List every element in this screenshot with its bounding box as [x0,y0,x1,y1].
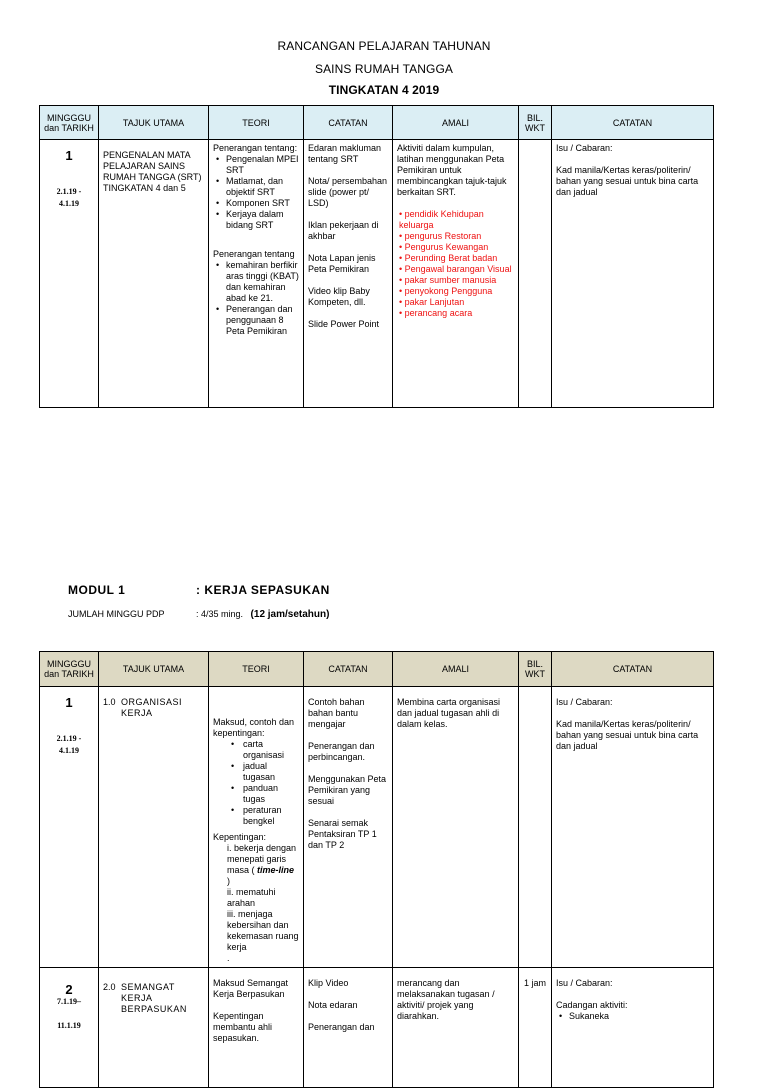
list-item: • perancang acara [399,308,473,318]
week-number: 1 [65,695,73,710]
tajuk-text: PENGENALAN MATA PELAJARAN SAINS RUMAH TANGGA (SRT) TINGKATAN 4 dan 5 [103,150,202,193]
catatan-item: Nota Lapan jenis Peta Pemikiran [308,253,376,274]
catatan-item: Nota edaran [308,1000,358,1010]
catatan2-text: Cadangan aktiviti: [556,1000,628,1010]
catatan-item: Menggunakan Peta Pemikiran yang sesuai [308,774,387,806]
list-item: • Kerjaya dalam bidang SRT [226,209,299,231]
list-item: • Komponen SRT [226,198,299,209]
table-row [40,140,714,408]
list-item: • Pengurus Kewangan [399,242,489,252]
teori-list-2 [213,260,299,337]
week-date-start: 2.1.19 - [56,734,82,743]
table-row [40,968,714,1088]
subject-title: SAINS RUMAH TANGGA [314,62,454,76]
jumlah-label: JUMLAH MINGGU PDP [68,609,165,619]
header-minggu: MINGGGU dan TARIKH [40,652,99,687]
list-item: ii. mematuhi arahan [227,887,276,908]
list-item: • Matlamat, dan objektif SRT [226,176,299,198]
catatan-item: Penerangan dan [308,1022,375,1032]
kepentingan-list [213,843,299,953]
list-item: • jadual tugasan [243,761,299,783]
catatan-item: Penerangan dan perbincangan. [308,741,375,762]
list-item: • Pengenalan MPEI SRT [226,154,299,176]
kepentingan-heading: Kepentingan: [213,832,267,842]
header-catatan2: CATATAN [552,652,714,687]
catatan-item: Edaran makluman tentang SRT [308,143,382,164]
form-year-title: TINGKATAN 4 2019 [328,83,440,97]
aktiviti-list [556,1011,709,1022]
week-number: 2 [65,982,73,997]
list-item: • Perunding Berat badan [399,253,498,263]
tajuk-text: 1.0 ORGANISASI KERJA [103,697,183,718]
catatan-item: Slide Power Point [308,319,380,329]
document-title: RANCANGAN PELAJARAN TAHUNAN [277,39,491,53]
modul-name: : KERJA SEPASUKAN [196,583,330,597]
teori-list [213,739,299,827]
list-item: • pakar Lanjutan [399,297,465,307]
overview-table [39,105,714,408]
catatan2-text: Kad manila/Kertas keras/politerin/ bahan yang sesuai untuk bina carta dan jadual [556,719,699,751]
list-item: i. bekerja dengan menepati garis masa ( time-line ) [227,843,297,886]
list-item: • pendidik Kehidupan keluarga [399,209,484,230]
career-list [397,209,514,319]
catatan2-heading: Isu / Cabaran: [556,697,613,707]
list-item: • Sukaneka [569,1011,709,1022]
bil-waktu: 1 jam [523,978,546,988]
amali-text: Membina carta organisasi dan jadual tugasan ahli di dalam kelas. [397,697,501,729]
catatan-item: Contoh bahan bahan bantu mengajar [308,697,365,729]
teori-text: Kepentingan membantu ahli sepasukan. [213,1011,273,1043]
list-item: • panduan tugas [243,783,299,805]
catatan-item: Senarai semak Pentaksiran TP 1 dan TP 2 [308,818,377,850]
catatan-item: Nota/ persembahan slide (power pt/ LSD) [308,176,388,208]
header-amali: AMALI [393,652,519,687]
header-bil: BIL. WKT [519,106,552,140]
header-catatan: CATATAN [304,652,393,687]
list-item: • Penerangan dan penggunaan 8 Peta Pemikiran [226,304,299,337]
header-catatan: CATATAN [304,106,393,140]
list-item: • pengurus Restoran [399,231,482,241]
amali-text: merancang dan melaksanakan tugasan / aktiviti/ projek yang diarahkan. [397,978,495,1021]
teori-intro: Penerangan tentang: [213,143,298,153]
week-date-end: 11.1.19 [57,1021,81,1030]
catatan-item: Video klip Baby Kompeten, dll. [308,286,370,307]
amali-text: Aktiviti dalam kumpulan, latihan menggunakan Peta Pemikiran untuk membincangkan tajuk-tajuk berkaitan SRT. [397,143,507,197]
list-item: • pakar sumber manusia [399,275,497,285]
teori-text: Maksud Semangat Kerja Berpasukan [213,978,289,999]
jumlah-value: : 4/35 ming. [196,609,244,619]
catatan2-heading: Isu / Cabaran: [556,143,613,153]
jumlah-minggu [68,609,330,620]
list-item: • peraturan bengkel [243,805,299,827]
list-item: • carta organisasi [243,739,299,761]
header-tajuk: TAJUK UTAMA [99,106,209,140]
week-date-end: 4.1.19 [59,199,79,208]
header-catatan2: CATATAN [552,106,714,140]
modul-table [39,651,714,1088]
modul-label: MODUL 1 [68,583,126,597]
header-bil: BIL. WKT [519,652,552,687]
list-item: • Pengawal barangan Visual [399,264,512,274]
teori-intro: Maksud, contoh dan kepentingan: [213,717,295,738]
week-date-end: 4.1.19 [59,746,79,755]
list-item: • penyokong Pengguna [399,286,493,296]
jumlah-hours: (12 jam/setahun) [250,609,330,620]
week-date-start: 7.1.19– [57,997,81,1006]
catatan-item: Klip Video [308,978,349,988]
week-date-start: 2.1.19 - [56,187,82,196]
list-item: iii. menjaga kebersihan dan kekemasan ruang kerja [227,909,299,952]
catatan-item: Iklan pekerjaan di akhbar [308,220,379,241]
header-tajuk: TAJUK UTAMA [99,652,209,687]
header-minggu: MINGGGU dan TARIKH [40,106,99,140]
catatan2-heading: Isu / Cabaran: [556,978,613,988]
tajuk-text: 2.0 SEMANGAT KERJA BERPASUKAN [103,982,187,1014]
list-item: • kemahiran berfikir aras tinggi (KBAT) dan kemahiran abad ke 21. [226,260,299,304]
header-amali: AMALI [393,106,519,140]
catatan2-text: Kad manila/Kertas keras/politerin/ bahan yang sesuai untuk bina carta dan jadual [556,165,699,197]
trailing-dot: . [227,953,230,963]
teori-list [213,154,299,231]
teori-intro-2: Penerangan tentang [213,249,295,259]
header-teori: TEORI [209,106,304,140]
header-teori: TEORI [209,652,304,687]
modul-heading [68,583,330,597]
table-row [40,687,714,968]
week-number: 1 [65,148,73,163]
